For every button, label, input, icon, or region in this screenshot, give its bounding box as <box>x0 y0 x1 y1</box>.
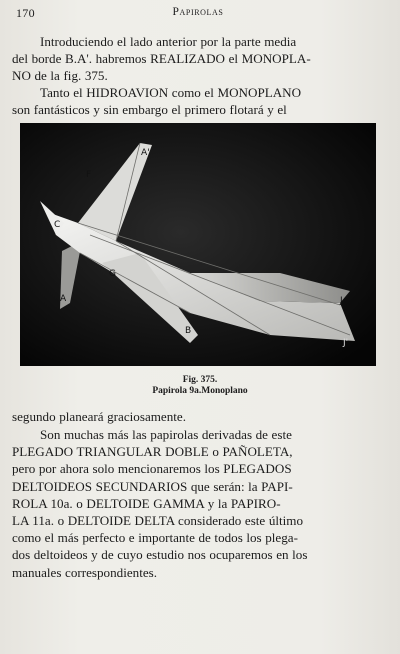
text-line: ROLA 10a. o DELTOIDE GAMMA y la PAPIRO- <box>12 495 281 511</box>
paragraph-planeara <box>12 408 384 425</box>
text-line: dos deltoideos y de cuyo estudio nos ocuparemos en los <box>12 547 308 563</box>
page-header <box>16 6 380 20</box>
paragraph-derivadas <box>12 426 384 581</box>
figure-title: Papirola 9a.Monoplano <box>152 386 248 396</box>
monoplano-illustration <box>20 123 376 366</box>
text-line: Son muchas más las papirolas derivadas de este <box>40 427 292 442</box>
text-line: segundo planeará graciosamente. <box>12 409 187 424</box>
text-line: LA 11a. o DELTOIDE DELTA considerado este último <box>12 513 304 529</box>
paragraph-monoplano-intro <box>12 33 384 85</box>
text-line: DELTOIDEOS SECUNDARIOS que serán: la PAPI- <box>12 478 293 494</box>
label-g: G <box>109 269 116 279</box>
label-a-prime: A' <box>141 148 150 158</box>
label-c: C <box>54 220 61 230</box>
paragraph-hidroavion <box>12 84 384 118</box>
page-number: 170 <box>16 6 35 20</box>
label-b: B <box>185 326 192 336</box>
running-head: Papirolas <box>172 6 224 18</box>
label-f: F <box>86 170 92 180</box>
text-line: PLEGADO TRIANGULAR DOBLE o PAÑOLETA, <box>12 444 293 460</box>
figure-photo-monoplano <box>20 123 376 366</box>
text-line: manuales correspondientes. <box>12 564 158 580</box>
label-j-prime: J' <box>343 338 349 348</box>
text-line: como el más perfecto e importante de todos los plega- <box>12 530 298 546</box>
label-a: A <box>60 294 67 304</box>
text-line: Tanto el HIDROAVION como el MONOPLANO <box>40 85 302 100</box>
text-line: son fantásticos y sin embargo el primero flotará y el <box>12 102 287 118</box>
label-j: J <box>340 296 343 306</box>
text-line: pero por ahora solo mencionaremos los PLEGADOS <box>12 461 292 477</box>
text-line: del borde B.A'. habremos REALIZADO el MONOPLA- <box>12 51 311 67</box>
figure-number: Fig. 375. <box>182 375 218 385</box>
text-line: Introduciendo el lado anterior por la parte media <box>40 34 297 49</box>
text-line: NO de la fig. 375. <box>12 68 108 84</box>
